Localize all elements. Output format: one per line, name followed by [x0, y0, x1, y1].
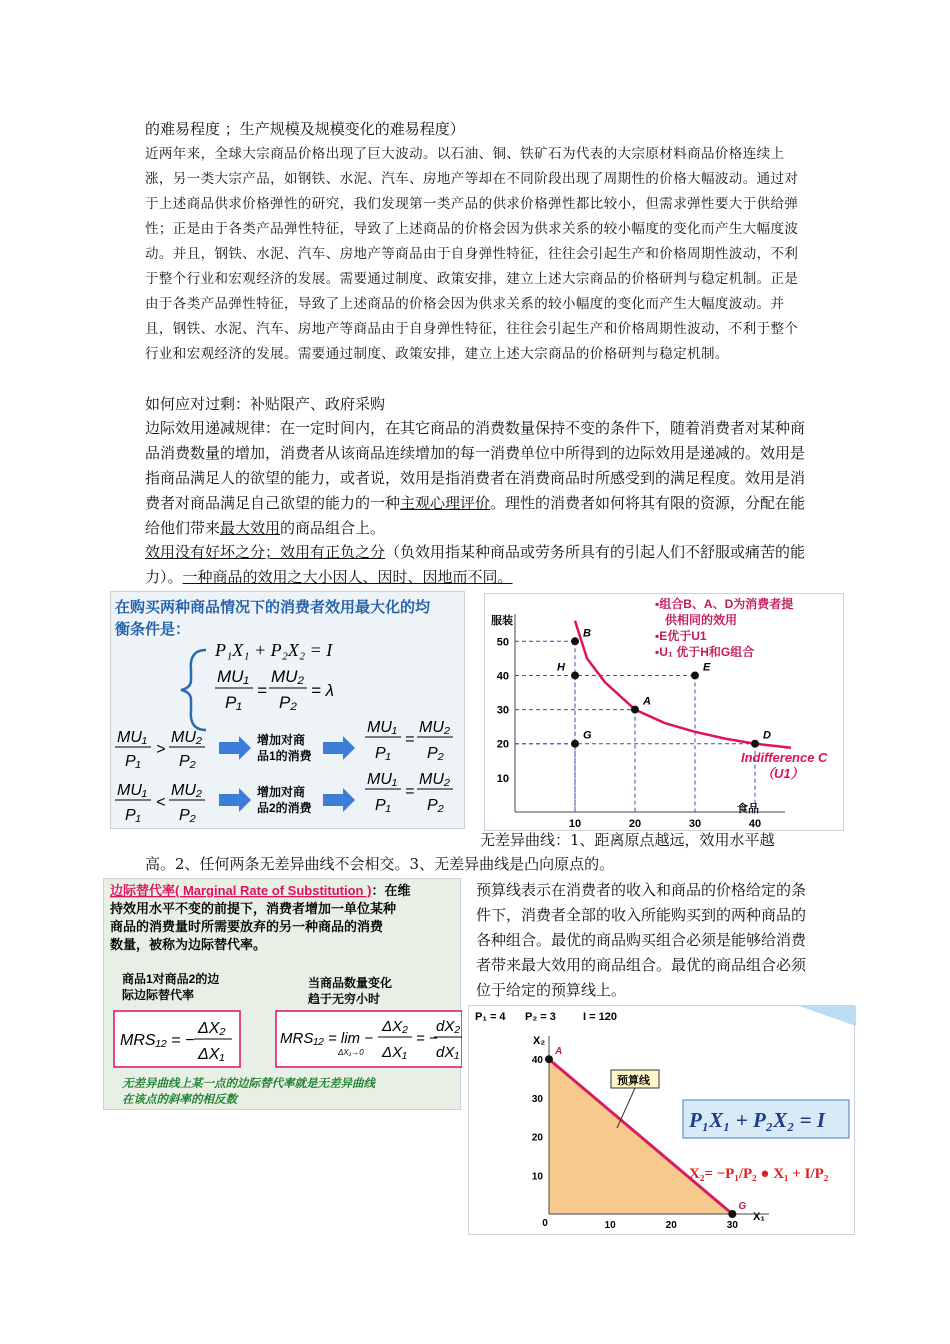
bl-point [728, 1210, 736, 1218]
eq-title-1: 在购买两种商品情况下的消费者效用最大化的均 [115, 599, 431, 616]
increase-good2-a: 增加对商 [257, 785, 306, 799]
bl-xtick-label: 10 [604, 1220, 616, 1231]
svg-text:=: = [405, 731, 415, 748]
svg-text:=: = [257, 681, 267, 700]
mrs-title: 边际替代率( Marginal Rate of Substitution )：在维 [110, 883, 411, 898]
caption-ic-2: 高。2、任何两条无差异曲线不会相交。3、无差异曲线是凸向原点的。 [145, 855, 615, 873]
increase-good1-a: 增加对商 [257, 733, 306, 747]
mrs-svg [104, 879, 462, 1111]
svg-text:P₁: P₁ [375, 797, 391, 814]
eq-budget: P₁X₁ + P₂X₂ = I [215, 640, 333, 660]
ic-point [571, 740, 579, 748]
ic-point-label: D [763, 729, 771, 742]
para-difficulty: 的难易程度 ；生产规模及规模变化的难易程度） [145, 120, 465, 138]
ic-ytick-label: 30 [496, 704, 509, 717]
svg-text:P₂: P₂ [179, 753, 196, 770]
ic-note-2: ▪E优于U1 [655, 629, 707, 643]
ic-ytick-label: 10 [496, 772, 509, 785]
ic-point [751, 740, 759, 748]
svg-text:<: < [156, 794, 166, 811]
svg-text:dX₂: dX₂ [436, 1018, 461, 1035]
ic-note-3: ▪U₁ 优于H和G组合 [655, 645, 755, 659]
svg-text:P₁: P₁ [225, 693, 242, 712]
bl-header-p1: P₁ = 4 [475, 1011, 506, 1023]
budget-formula-solved: X₂= −P₁/P₂ ● X₁ + I/P₂ [689, 1166, 829, 1182]
svg-text:= −: = − [416, 1030, 438, 1047]
ineq-less [115, 782, 205, 824]
svg-text:= λ: = λ [311, 681, 335, 700]
budget-line-chart [469, 1006, 856, 1236]
svg-text:P₁: P₁ [125, 807, 141, 824]
ic-note-1a: ▪组合B、A、D为消费者提 [655, 597, 794, 611]
bl-point-label: G [738, 1201, 747, 1212]
utility-b: （负效用指某种商品或劳务所具有的引起人们不舒服或痛苦的能力）。 [145, 543, 806, 586]
mrs-desc-3: 数量，被称为边际替代率。 [110, 937, 267, 952]
bl-ytick-label: 30 [531, 1093, 543, 1105]
ic-curve-label-2: （U1） [761, 766, 804, 781]
equilibrium-figure [110, 591, 465, 829]
bl-header-p2: P₂ = 3 [525, 1011, 556, 1023]
ic-note-1b: 供相同的效用 [665, 613, 738, 627]
mu-text-c: 。理性的消费者如何将其有限的资源，分配在能给他们带来 [145, 494, 806, 537]
svg-text:MU₂: MU₂ [171, 782, 202, 799]
indifference-curve-figure [484, 593, 844, 831]
ic-point [571, 637, 579, 645]
ic-point-label: B [583, 627, 591, 640]
ic-point [631, 706, 639, 714]
ic-ylabel: 服装 [491, 615, 513, 627]
eq-equimarginal [215, 667, 334, 712]
svg-text:P₂: P₂ [427, 797, 444, 814]
svg-text:P₁: P₁ [125, 753, 141, 770]
arrow-right-icon [323, 736, 355, 760]
arrow-right-icon [219, 736, 251, 760]
ic-point-label: G [583, 729, 592, 742]
ic-xtick-label: 40 [748, 818, 762, 830]
ic-xlabel: 食品 [737, 803, 759, 815]
para-utility-nature [145, 540, 810, 590]
budget-line-tag-label: 预算线 [617, 1075, 650, 1087]
ic-point [571, 671, 579, 679]
svg-text:ΔX₁: ΔX₁ [198, 1046, 225, 1063]
ic-point-label: A [643, 695, 651, 708]
bl-xtick-label: 30 [726, 1220, 738, 1231]
svg-text:MU₂: MU₂ [419, 771, 450, 788]
eq-title-2: 衡条件是： [115, 621, 191, 638]
svg-text:ΔX₂: ΔX₂ [382, 1018, 408, 1035]
ic-xtick-label: 20 [628, 818, 642, 830]
bl-ytick-label: 20 [531, 1132, 543, 1144]
ic-curve-label: Indifference C [741, 750, 828, 765]
budget-formula: P₁X₁ + P₂X₂ = I [689, 1108, 826, 1132]
ic-ytick-label: 20 [496, 738, 509, 751]
increase-good2-b: 品2的消费 [257, 801, 312, 815]
bl-xtick-label: 20 [665, 1220, 677, 1231]
ineq-result-2 [365, 771, 453, 814]
para-overproduction: 如何应对过剩：补贴限产、政府采购 [145, 395, 386, 413]
arrow-right-icon [219, 788, 251, 812]
ic-ytick-label: 40 [496, 670, 509, 683]
bl-ylabel: X₂ [533, 1035, 546, 1047]
bl-xlabel: X₁ [753, 1211, 765, 1223]
indifference-curve-chart [485, 594, 845, 832]
mrs-label-left-b: 际边际替代率 [122, 988, 195, 1002]
ic-point [691, 671, 699, 679]
corner-decoration [799, 1006, 856, 1026]
bl-point-label: A [555, 1046, 563, 1058]
svg-text:MU₁: MU₁ [117, 782, 147, 799]
bl-header-i: I = 120 [583, 1011, 617, 1023]
ic-xtick-label: 30 [688, 818, 702, 830]
para-commodity: 近两年来，全球大宗商品价格出现了巨大波动。以石油、铜、铁矿石为代表的大宗原材料商品价格连续上涨，另一类大宗产品，如钢铁、水泥、汽车、房地产等却在不同阶段出现了周期性的价格大幅波动。通过对于上述商品供求价格弹性的研究，我们发现第一类产品的供求价格弹性都比较小，但需求弹性要大于供给弹性；正是由于各类产品弹性特征，导致了上述商品的价格会因为供求关系的较小幅度的变化而产生大幅度波动。并且，钢铁、水泥、汽车、房地产等商品由于自身弹性特征，往往会引起生产和价格周期性波动，不利于整个行业和宏观经济的发展。需要通过制度、政策安排，建立上述大宗商品的价格研判与稳定机制。正是由于各类产品弹性特征，导致了上述商品的价格会因为供求关系的较小幅度的变化而产生大幅度波动。并且，钢铁、水泥、汽车、房地产等商品由于自身弹性特征，往往会引起生产和价格周期性波动，不利于整个行业和宏观经济的发展。需要通过制度、政策安排，建立上述大宗商品的价格研判与稳定机制。 [145, 146, 799, 362]
svg-text:MU₁: MU₁ [217, 667, 249, 686]
arrow-right-icon [323, 788, 355, 812]
svg-text:MU₁: MU₁ [117, 729, 147, 746]
svg-text:MU₂: MU₂ [271, 667, 304, 686]
mrs-note-1: 无差异曲线上某一点的边际替代率就是无差异曲线 [122, 1078, 375, 1090]
budget-tag-pointer [617, 1088, 635, 1128]
caption-ic-1: 无差异曲线：1、距离原点越远，效用水平越 [480, 831, 775, 849]
mu-text-b: 主观心理评价 [400, 494, 491, 512]
budget-line-figure [468, 1005, 855, 1235]
equilibrium-svg [111, 592, 466, 830]
svg-text:dX₁: dX₁ [436, 1044, 460, 1061]
svg-text:P₂: P₂ [427, 745, 444, 762]
mrs-desc-2: 商品的消费量时所需要放弃的另一种商品的消费 [110, 919, 384, 934]
svg-text:MRS₁₂ = −: MRS₁₂ = − [120, 1032, 195, 1049]
mrs-label-right-a: 当商品数量变化 [308, 976, 393, 990]
mu-text-d: 最大效用 [220, 519, 281, 537]
svg-text:MU₂: MU₂ [419, 719, 450, 736]
para-marginal-utility [145, 416, 810, 541]
svg-text:P₂: P₂ [279, 693, 297, 712]
svg-text:ΔX₂: ΔX₂ [198, 1020, 226, 1037]
svg-text:MU₂: MU₂ [171, 729, 202, 746]
ic-xtick-label: 10 [568, 818, 582, 830]
brace-icon [181, 650, 206, 730]
bl-ytick-label: 40 [531, 1055, 543, 1067]
mu-text-a: 边际效用递减规律：在一定时间内，在其它商品的消费数量保持不变的条件下，随着消费者对某种商品消费数量的增加，消费者从该商品连续增加的每一消费单位中所得到的边际效用是递减的。效用是指商品满足人的欲望的能力，或者说，效用是指消费者在消费商品时所感受到的满足程度。效用是消费者对商品满足自己欲望的能力的一种 [145, 419, 806, 512]
ic-point-label: E [703, 661, 711, 674]
mrs-label-left-a: 商品1对商品2的边 [122, 972, 220, 986]
svg-text:P₂: P₂ [179, 807, 196, 824]
bl-ytick-label: 10 [531, 1171, 543, 1183]
increase-good1-b: 品1的消费 [257, 749, 312, 763]
utility-a: 效用没有好坏之分；效用有正负之分 [145, 543, 386, 561]
svg-text:MU₁: MU₁ [367, 771, 397, 788]
mu-text-e: 的商品组合上。 [280, 519, 386, 537]
svg-text:ΔX₁: ΔX₁ [382, 1044, 407, 1061]
utility-c: 一种商品的效用之大小因人、因时、因地而不同。 [182, 568, 513, 586]
para-budget-line: 预算线表示在消费者的收入和商品的价格给定的条件下，消费者全部的收入所能购买到的两种商品的各种组合。最优的商品购买组合必须是能够给消费者带来最大效用的商品组合。最优的商品组合必须位于给定的预算线上。 [476, 881, 807, 999]
mrs-figure [103, 878, 461, 1110]
svg-text:MU₁: MU₁ [367, 719, 397, 736]
ic-ytick-label: 50 [496, 636, 509, 649]
ineq-greater [115, 729, 205, 770]
svg-text:>: > [156, 741, 166, 758]
ineq-result-1 [365, 719, 453, 762]
bl-point [545, 1055, 553, 1063]
bl-origin-label: 0 [542, 1218, 548, 1229]
svg-text:P₁: P₁ [375, 745, 391, 762]
svg-text:MRS₁₂ = lim −: MRS₁₂ = lim − [280, 1030, 373, 1047]
svg-text:ΔX₁→0: ΔX₁→0 [338, 1048, 364, 1057]
svg-text:=: = [405, 783, 415, 800]
mrs-desc-1: 持效用水平不变的前提下，消费者增加一单位某种 [110, 901, 397, 916]
mrs-note-2: 在该点的斜率的相反数 [122, 1094, 237, 1106]
ic-point-label: H [557, 661, 565, 674]
mrs-label-right-b: 趋于无穷小时 [308, 992, 381, 1006]
